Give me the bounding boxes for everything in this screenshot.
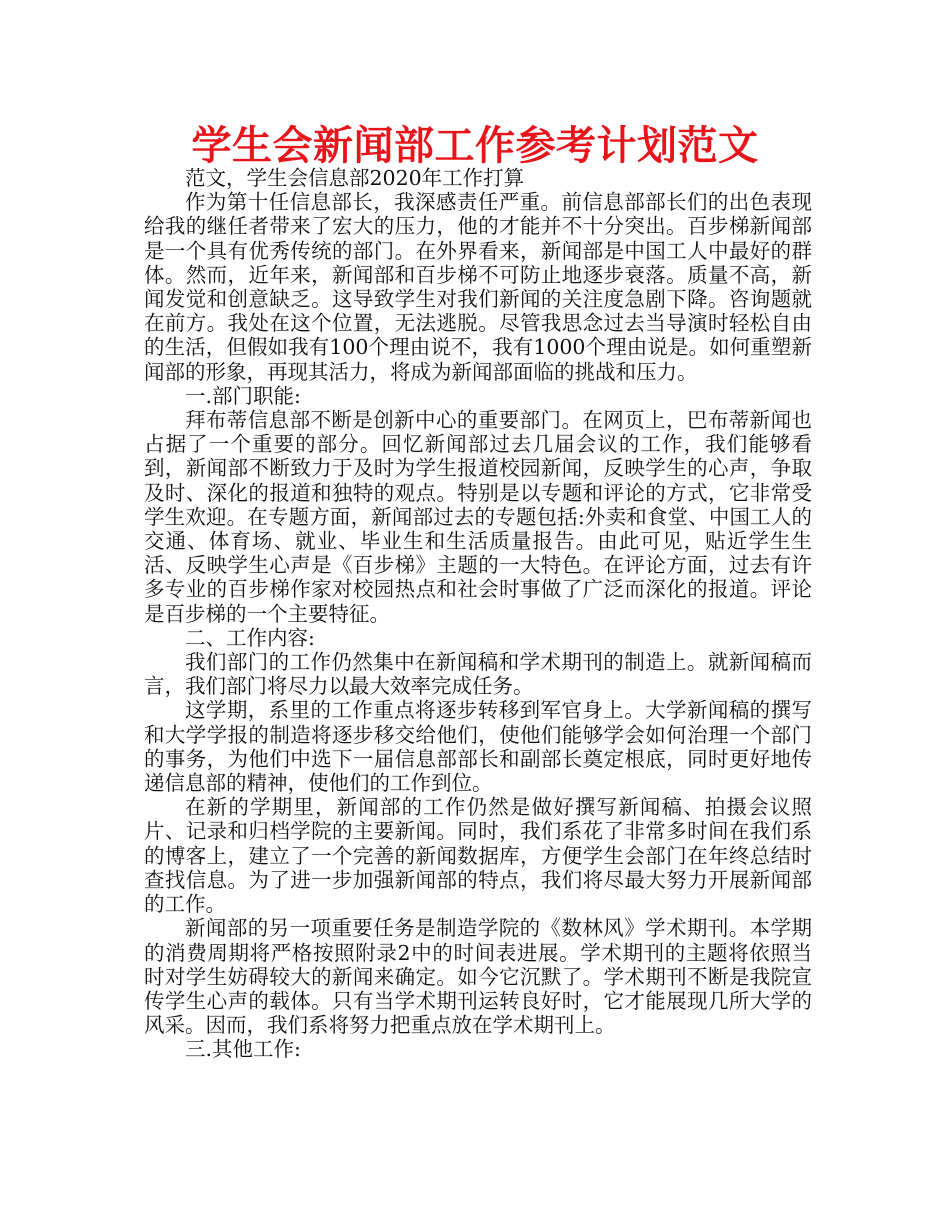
document-body [144, 166, 812, 1062]
paragraph-work-2: 这学期，系里的工作重点将逐步转移到军官身上。大学新闻稿的撰写和大学学报的制造将逐步移交给他们，使他们能够学会如何治理一个部门的事务，为他们中选下一届信息部部长和副部长奠定根底，同时更好地传递信息部的精神，使他们的工作到位。 [144, 698, 812, 796]
paragraph-intro: 范文，学生会信息部2020年工作打算 [185, 166, 525, 190]
document-title: 学生会新闻部工作参考计划范文 [191, 123, 759, 169]
paragraph-work-1: 我们部门的工作仍然集中在新闻稿和学术期刊的制造上。就新闻稿而言，我们部门将尽力以最大效率完成任务。 [144, 650, 812, 699]
section-heading-other-work: 三.其他工作: [185, 1037, 301, 1062]
paragraph-work-4: 新闻部的另一项重要任务是制造学院的《数林风》学术期刊。本学期的消费周期将严格按照附录2中的时间表进展。学术期刊的主题将依照当时对学生妨碍较大的新闻来确定。如今它沉默了。学术期刊不断是我院宣传学生心声的载体。只有当学术期刊运转良好时，它才能展现几所大学的风采。因而，我们系将努力把重点放在学术期刊上。 [144, 916, 812, 1038]
paragraph-work-3: 在新的学期里，新闻部的工作仍然是做好撰写新闻稿、拍摄会议照片、记录和归档学院的主要新闻。同时，我们系花了非常多时间在我们系的博客上，建立了一个完善的新闻数据库，方便学生会部门在年终总结时查找信息。为了进一步加强新闻部的特点，我们将尽最大努力开展新闻部的工作。 [144, 795, 812, 917]
section-heading-work-content: 二、工作内容: [185, 625, 315, 650]
section-heading-functions: 一.部门职能: [185, 383, 301, 408]
paragraph-opening: 作为第十任信息部长，我深感责任严重。前信息部部长们的出色表现给我的继任者带来了宏大的压力，他的才能并不十分突出。百步梯新闻部是一个具有优秀传统的部门。在外界看来，新闻部是中国工人中最好的群体。然而，近年来，新闻部和百步梯不可防止地逐步衰落。质量不高，新闻发觉和创意缺乏。这导致学生对我们新闻的关注度急剧下降。咨询题就在前方。我处在这个位置，无法逃脱。尽管我思念过去当导演时轻松自由的生活，但假如我有100个理由说不，我有1000个理由说是。如何重塑新闻部的形象，再现其活力，将成为新闻部面临的挑战和压力。 [144, 190, 812, 384]
paragraph-functions: 拜布蒂信息部不断是创新中心的重要部门。在网页上，巴布蒂新闻也占据了一个重要的部分。回忆新闻部过去几届会议的工作，我们能够看到，新闻部不断致力于及时为学生报道校园新闻，反映学生的心声，争取及时、深化的报道和独特的观点。特别是以专题和评论的方式，它非常受学生欢迎。在专题方面，新闻部过去的专题包括:外卖和食堂、中国工人的交通、体育场、就业、毕业生和生活质量报告。由此可见，贴近学生生活、反映学生心声是《百步梯》主题的一大特色。在评论方面，过去有许多专业的百步梯作家对校园热点和社会时事做了广泛而深化的报道。评论是百步梯的一个主要特征。 [144, 408, 812, 626]
